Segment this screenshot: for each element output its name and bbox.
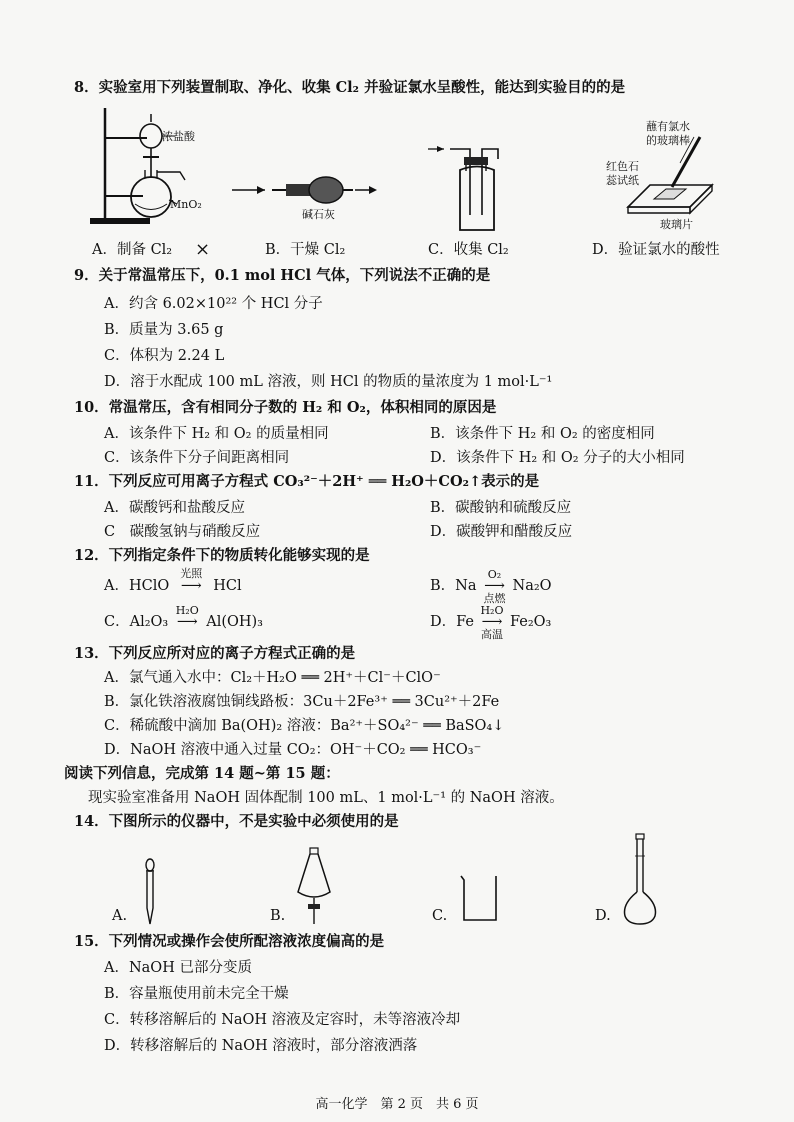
q12-a-suffix: HCl <box>213 578 242 594</box>
q12-b-arrow-bottom: 点燃 <box>483 592 506 605</box>
q12-d-arrow-bottom: 高温 <box>480 628 503 641</box>
q12-option-d <box>430 604 552 641</box>
q13-option-c: C．稀硫酸中滴加 Ba(OH)₂ 溶液：Ba²⁺＋SO₄²⁻ ══ BaSO₄↓ <box>104 718 505 734</box>
q12-option-b <box>430 568 552 605</box>
soda-lime-label: 碱石灰 <box>302 208 335 221</box>
q14-option-b: B. <box>270 908 286 924</box>
q9-option-c: C．体积为 2.24 L <box>104 348 225 364</box>
q12-option-c <box>104 604 263 632</box>
q13-stem: 13．下列反应所对应的离子方程式正确的是 <box>74 645 356 662</box>
q13-option-d: D．NaOH 溶液中通入过量 CO₂：OH⁻＋CO₂ ══ HCO₃⁻ <box>104 742 482 758</box>
q11-stem: 11．下列反应可用离子方程式 CO₃²⁻＋2H⁺ ══ H₂O＋CO₂↑表示的是 <box>74 473 540 490</box>
page-footer: 高一化学 第 2 页 共 6 页 <box>315 1097 479 1112</box>
q14-stem: 14．下图所示的仪器中，不是实验中必须使用的是 <box>74 813 399 830</box>
dropper-icon <box>140 858 160 928</box>
q12-c-prefix: C．Al₂O₃ <box>104 614 169 630</box>
q11-option-a: A．碳酸钙和盐酸反应 <box>104 500 245 516</box>
q8-collection-bottle-figure <box>420 135 510 235</box>
q14-option-d: D. <box>595 908 611 924</box>
q8-drying-tube-figure <box>230 175 380 205</box>
q10-stem: 10．常温常压，含有相同分子数的 H₂ 和 O₂，体积相同的原因是 <box>74 399 497 416</box>
q13-option-b: B．氯化铁溶液腐蚀铜线路板：3Cu＋2Fe³⁺ ══ 3Cu²⁺＋2Fe <box>104 694 500 710</box>
q14-option-c: C. <box>432 908 448 924</box>
q12-d-arrow: H₂O ⟶ 高温 <box>474 612 510 632</box>
q12-option-a <box>104 567 242 596</box>
q9-option-d: D．溶于水配成 100 mL 溶液，则 HCl 的物质的量浓度为 1 mol·L⁻¹ <box>104 374 553 390</box>
q12-d-prefix: D．Fe <box>430 614 474 630</box>
q10-option-c: C．该条件下分子间距离相同 <box>104 450 290 466</box>
q13-option-a: A．氯气通入水中：Cl₂＋H₂O ══ 2H⁺＋Cl⁻＋ClO⁻ <box>104 670 441 686</box>
q15-option-d: D．转移溶解后的 NaOH 溶液时，部分溶液洒落 <box>104 1038 418 1054</box>
q12-c-arrow-top: H₂O <box>175 604 199 617</box>
q8-option-a: A．制备 Cl₂ <box>92 242 173 258</box>
glass-rod-label: 蘸有氯水 <box>646 120 690 133</box>
litmus-label: 红色石 <box>606 160 639 173</box>
mno2-label: MnO₂ <box>170 198 202 211</box>
q12-stem: 12．下列指定条件下的物质转化能够实现的是 <box>74 547 370 564</box>
q11-option-c: C 碳酸氢钠与硝酸反应 <box>104 524 261 540</box>
info-text: 现实验室准备用 NaOH 固体配制 100 mL、1 mol·L⁻¹ 的 NaOH 溶液。 <box>88 790 564 806</box>
info-heading: 阅读下列信息，完成第 14 题~第 15 题： <box>64 765 340 782</box>
litmus-label-2: 蕊试纸 <box>606 174 639 187</box>
q12-c-suffix: Al(OH)₃ <box>206 614 263 630</box>
q9-option-b: B．质量为 3.65 g <box>104 322 224 338</box>
q12-b-suffix: Na₂O <box>512 578 552 594</box>
q8-stem: 8．实验室用下列装置制取、净化、收集 Cl₂ 并验证氯水呈酸性，能达到实验目的的是 <box>74 79 626 96</box>
q15-stem: 15．下列情况或操作会使所配溶液浓度偏高的是 <box>74 933 385 950</box>
q9-stem: 9．关于常温常压下，0.1 mol HCl 气体，下列说法不正确的是 <box>74 267 491 284</box>
q8-apparatus-a-figure <box>85 100 215 235</box>
q11-option-d: D．碳酸钾和醋酸反应 <box>430 524 573 540</box>
q12-c-arrow: H₂O ⟶ <box>168 612 206 632</box>
separatory-funnel-icon <box>294 846 334 926</box>
beaker-icon <box>458 874 502 924</box>
q8-option-c: C．收集 Cl₂ <box>428 242 509 258</box>
q15-option-c: C．转移溶解后的 NaOH 溶液及定容时，未等溶液冷却 <box>104 1012 461 1028</box>
q12-b-prefix: B．Na <box>430 578 477 594</box>
q11-option-b: B．碳酸钠和硫酸反应 <box>430 500 572 516</box>
q12-a-arrow: 光照 ⟶ <box>169 576 213 596</box>
q8-cross-mark: × <box>195 239 211 260</box>
glass-rod-label-2: 的玻璃棒 <box>646 134 690 147</box>
q15-option-a: A．NaOH 已部分变质 <box>104 960 252 976</box>
q12-b-arrow-top: O₂ <box>487 568 502 581</box>
q8-option-d: D．验证氯水的酸性 <box>592 242 720 258</box>
q12-d-arrow-top: H₂O <box>480 604 504 617</box>
q12-a-arrow-top: 光照 <box>180 567 203 580</box>
q12-d-suffix: Fe₂O₃ <box>509 614 552 630</box>
glass-slide-label: 玻璃片 <box>660 218 693 231</box>
volumetric-flask-icon <box>620 832 660 926</box>
q14-option-a: A. <box>112 908 128 924</box>
q15-option-b: B．容量瓶使用前未完全干燥 <box>104 986 289 1002</box>
q9-option-a: A．约含 6.02×10²² 个 HCl 分子 <box>104 296 323 312</box>
q12-b-arrow: O₂ ⟶ 点燃 <box>477 576 513 596</box>
q8-option-b: B．干燥 Cl₂ <box>265 242 346 258</box>
q10-option-b: B．该条件下 H₂ 和 O₂ 的密度相同 <box>430 426 655 442</box>
q12-a-prefix: A．HClO <box>104 578 170 594</box>
conc-hcl-label: 浓盐酸 <box>162 130 195 143</box>
q10-option-d: D．该条件下 H₂ 和 O₂ 分子的大小相同 <box>430 450 685 466</box>
q10-option-a: A．该条件下 H₂ 和 O₂ 的质量相同 <box>104 426 329 442</box>
